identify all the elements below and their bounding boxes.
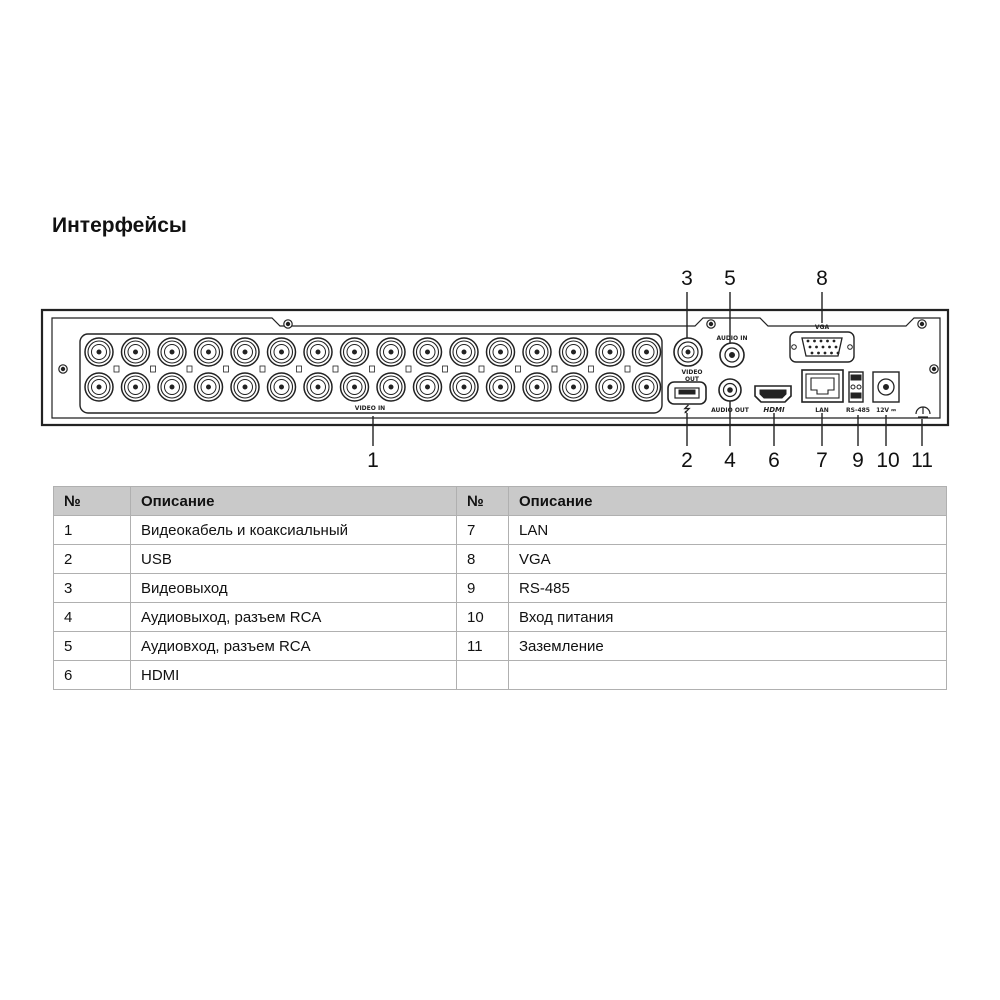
bnc-connector bbox=[158, 373, 186, 401]
table-row bbox=[54, 516, 947, 545]
cell-num: 4 bbox=[54, 603, 131, 632]
chassis bbox=[42, 310, 948, 425]
bnc-connector bbox=[341, 373, 369, 401]
cell-desc: Заземление bbox=[509, 632, 947, 661]
callout-2: 2 bbox=[681, 449, 693, 472]
vga-pin bbox=[822, 346, 825, 349]
lan-port bbox=[802, 370, 843, 402]
channel-marker bbox=[224, 366, 229, 372]
vga-pin bbox=[826, 340, 829, 343]
bnc-connector bbox=[633, 373, 661, 401]
bnc-connector bbox=[268, 338, 296, 366]
callout-5: 5 bbox=[724, 267, 736, 290]
cell-desc: Вход питания bbox=[509, 603, 947, 632]
cell-num: 9 bbox=[457, 574, 509, 603]
table-header-row bbox=[54, 487, 947, 516]
vga-pin bbox=[813, 340, 816, 343]
hdmi-label: HDMI bbox=[763, 406, 785, 414]
bnc-connector bbox=[450, 338, 478, 366]
bnc-connector bbox=[377, 338, 405, 366]
video-out-label-2: OUT bbox=[684, 376, 700, 383]
vga-pin bbox=[815, 346, 818, 349]
bnc-connector bbox=[560, 338, 588, 366]
callout-10: 10 bbox=[876, 449, 900, 472]
bnc-connector bbox=[487, 373, 515, 401]
cell-desc: HDMI bbox=[131, 661, 457, 690]
cell-desc bbox=[509, 661, 947, 690]
bnc-connector bbox=[158, 338, 186, 366]
vga-pin bbox=[828, 346, 831, 349]
cell-num: 11 bbox=[457, 632, 509, 661]
channel-marker bbox=[370, 366, 375, 372]
cell-num: 3 bbox=[54, 574, 131, 603]
channel-marker bbox=[297, 366, 302, 372]
rs485-terminal bbox=[849, 372, 863, 402]
audio-out-connector bbox=[719, 379, 741, 401]
audio-out-label: AUDIO OUT bbox=[711, 407, 749, 414]
vga-pin bbox=[833, 340, 836, 343]
vga-pins bbox=[807, 340, 840, 355]
vga-pin bbox=[837, 352, 840, 355]
header-desc-2: Описание bbox=[509, 487, 947, 516]
dvr-rear-panel-diagram bbox=[0, 0, 1000, 480]
header-desc-1: Описание bbox=[131, 487, 457, 516]
audio-in-label: AUDIO IN bbox=[716, 335, 748, 342]
cell-num: 5 bbox=[54, 632, 131, 661]
bnc-connector bbox=[231, 338, 259, 366]
vga-pin bbox=[830, 352, 833, 355]
channel-marker bbox=[625, 366, 630, 372]
vga-pin bbox=[809, 346, 812, 349]
channel-marker bbox=[333, 366, 338, 372]
bnc-connector bbox=[122, 373, 150, 401]
cell-num: 6 bbox=[54, 661, 131, 690]
channel-marker bbox=[114, 366, 119, 372]
channel-marker bbox=[443, 366, 448, 372]
power-jack bbox=[873, 372, 899, 402]
bnc-connector bbox=[414, 373, 442, 401]
cell-num: 10 bbox=[457, 603, 509, 632]
channel-marker bbox=[151, 366, 156, 372]
bnc-connector bbox=[596, 338, 624, 366]
callout-6: 6 bbox=[768, 449, 780, 472]
callout-8: 8 bbox=[816, 267, 828, 290]
channel-marker bbox=[552, 366, 557, 372]
vga-pin bbox=[820, 340, 823, 343]
bnc-connector bbox=[304, 373, 332, 401]
bnc-connector bbox=[304, 338, 332, 366]
channel-marker bbox=[479, 366, 484, 372]
audio-in-connector bbox=[720, 343, 744, 367]
callout-7: 7 bbox=[816, 449, 828, 472]
interfaces-table bbox=[53, 486, 947, 690]
power-label: 12V ⎓ bbox=[876, 407, 896, 414]
table-row bbox=[54, 603, 947, 632]
page-title: Интерфейсы bbox=[52, 214, 187, 237]
channel-marker bbox=[516, 366, 521, 372]
video-out-label-1: VIDEO bbox=[681, 369, 703, 376]
callout-4: 4 bbox=[724, 449, 736, 472]
channel-marker bbox=[187, 366, 192, 372]
bnc-connector bbox=[487, 338, 515, 366]
bnc-connector bbox=[414, 338, 442, 366]
cell-desc: Видеокабель и коаксиальный bbox=[131, 516, 457, 545]
channel-marker bbox=[589, 366, 594, 372]
video-in-label: VIDEO IN bbox=[354, 405, 386, 412]
channel-marker bbox=[260, 366, 265, 372]
rs485-label: RS-485 bbox=[846, 407, 870, 414]
cell-num: 7 bbox=[457, 516, 509, 545]
bnc-connector bbox=[633, 338, 661, 366]
cell-desc: VGA bbox=[509, 545, 947, 574]
bnc-connector bbox=[596, 373, 624, 401]
vga-pin bbox=[824, 352, 827, 355]
bnc-connector bbox=[268, 373, 296, 401]
bnc-connector bbox=[377, 373, 405, 401]
hdmi-port bbox=[755, 386, 791, 402]
cell-num bbox=[457, 661, 509, 690]
vga-pin bbox=[811, 352, 814, 355]
cell-num: 1 bbox=[54, 516, 131, 545]
cell-num: 8 bbox=[457, 545, 509, 574]
table-row bbox=[54, 632, 947, 661]
callout-11: 11 bbox=[911, 449, 933, 472]
callout-1: 1 bbox=[367, 449, 379, 472]
bnc-connector bbox=[450, 373, 478, 401]
bnc-connector bbox=[195, 338, 223, 366]
channel-marker bbox=[406, 366, 411, 372]
cell-desc: RS-485 bbox=[509, 574, 947, 603]
vga-pin bbox=[835, 346, 838, 349]
bnc-connector bbox=[195, 373, 223, 401]
vga-pin bbox=[807, 340, 810, 343]
cell-desc: Видеовыход bbox=[131, 574, 457, 603]
cell-desc: Аудиовход, разъем RCA bbox=[131, 632, 457, 661]
bnc-connector bbox=[122, 338, 150, 366]
bnc-connector bbox=[231, 373, 259, 401]
table-row bbox=[54, 574, 947, 603]
video-in-bnc-connectors bbox=[85, 338, 661, 401]
header-num-1: № bbox=[54, 487, 131, 516]
vga-pin bbox=[817, 352, 820, 355]
ground-icon bbox=[916, 407, 930, 417]
bnc-connector bbox=[85, 373, 113, 401]
bnc-connector bbox=[560, 373, 588, 401]
bnc-connector bbox=[341, 338, 369, 366]
video-out-connector bbox=[674, 338, 702, 366]
vga-label: VGA bbox=[814, 324, 830, 331]
table-row bbox=[54, 545, 947, 574]
callout-lines bbox=[373, 292, 922, 446]
callout-3: 3 bbox=[681, 267, 693, 290]
usb-icon: ⭍ bbox=[683, 405, 691, 415]
callout-9: 9 bbox=[852, 449, 864, 472]
bnc-connector bbox=[85, 338, 113, 366]
cell-desc: Аудиовыход, разъем RCA bbox=[131, 603, 457, 632]
lan-label: LAN bbox=[815, 407, 829, 414]
cell-num: 2 bbox=[54, 545, 131, 574]
usb-port bbox=[668, 382, 706, 404]
cell-desc: LAN bbox=[509, 516, 947, 545]
header-num-2: № bbox=[457, 487, 509, 516]
cell-desc: USB bbox=[131, 545, 457, 574]
bnc-connector bbox=[523, 373, 551, 401]
bnc-connector bbox=[523, 338, 551, 366]
table-row bbox=[54, 661, 947, 690]
